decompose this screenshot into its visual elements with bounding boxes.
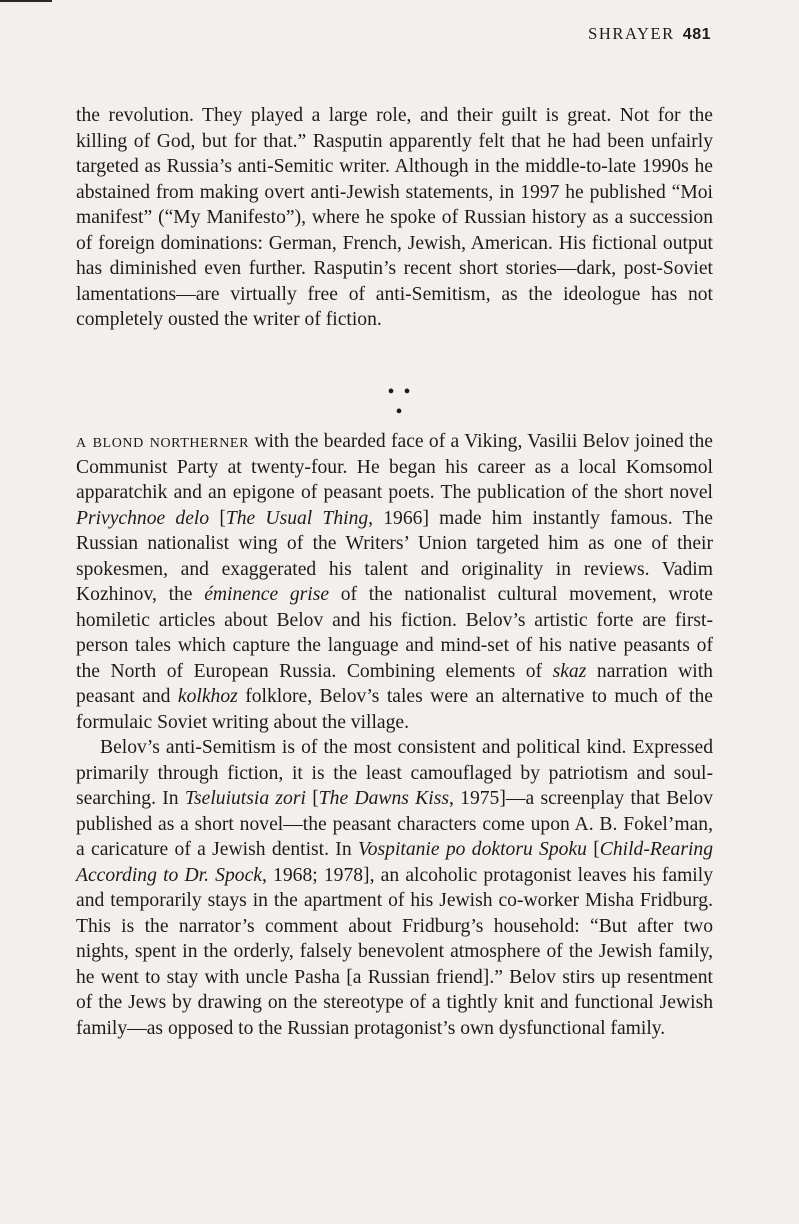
italic-title: Privychnoe delo [76,507,210,529]
page-number: 481 [682,26,711,43]
italic-title: The Usual Thing [225,507,369,529]
italic-title: Child-Rearing According to Dr. Spock [76,839,713,886]
italic-title: Vospitanie po doktoru Spoku [357,839,587,860]
small-caps-lead-in: a blond northerner [76,431,250,452]
running-title: SHRAYER [588,24,675,43]
paragraph-belov-intro: a blond northerner with the bearded face of a Viking, Vasilii Belov joined the Communist Party at twenty-four. He began his career as a local Komsomol apparatchik and an epigone of peasant poets. The publication of the short novel Privychnoe delo [The Usual Thing, 1966] made him instantly famous. The Russian nationalist wing of the Writers’ Union targeted him as one of their spokesmen, and exaggerated his talent and originality in reviews. Vadim Kozhinov, the éminence grise of the nationalist cultural movement, wrote homiletic articles about Belov and his fiction. Belov’s artistic forte are first-person tales which capture the language and mind-set of his native peasants of the North of European Russia. Combining elements of skaz narration with peasant and kolkhoz folklore, Belov’s tales were an alternative to much of the formulaic Soviet writing about the village. [76,431,714,733]
italic-term: kolkhoz [177,686,238,707]
italic-title: Tseluiutsia zori [184,788,306,809]
italic-term: skaz [552,660,587,682]
section-break-ornament: • • • [387,381,413,423]
running-head [588,24,711,44]
italic-term: éminence grise [204,584,330,605]
top-edge-rule [0,0,52,2]
paragraph-text: the revolution. They played a large role, and their guilt is great. Not for the killing of God, but for that.” Rasputin apparently felt that he had been unfairly targeted as Russia’s anti-Semitic writer. Although in the middle-to-late 1990s he abstained from making overt anti-Jewish statements, in 1997 he published “Moi manifest” (“My Manifesto”), where he spoke of Russian history as a succession of foreign dominations: German, French, Jewish, American. His fictional output has diminished even further. Rasputin’s recent short stories—dark, post-Soviet lamentations—are virtually free of anti-Semitism, as the ideologue has not completely ousted the writer of fiction. [76,105,713,330]
section-belov [76,429,713,1041]
italic-title: The Dawns Kiss [318,788,449,809]
paragraph-belov-antisemitism: Belov’s anti-Semitism is of the most consistent and political kind. Expressed primarily through fiction, it is the least camouflaged by patriotism and soul-searching. In Tseluiutsia zori [The Dawns Kiss, 1975]—a screenplay that Belov published as a short novel—the peasant characters come upon A. B. Fokel’man, a caricature of a Jewish dentist. In Vospitanie po doktoru Spoku [Child-Rearing According to Dr. Spock, 1968; 1978], an alcoholic protagonist leaves his family and temporarily stays in the apartment of his Jewish co-worker Misha Fridburg. This is the narrator’s comment about Fridburg’s household: “But after two nights, spent in the orderly, falsely benevolent atmosphere of the Jewish family, he went to stay with uncle Pasha [a Russian friend].” Belov stirs up resentment of the Jews by drawing on the stereotype of a tightly knit and functional Jewish family—as opposed to the Russian protagonist’s own dysfunctional family. [76,737,714,1039]
paragraph-rasputin [76,103,713,333]
